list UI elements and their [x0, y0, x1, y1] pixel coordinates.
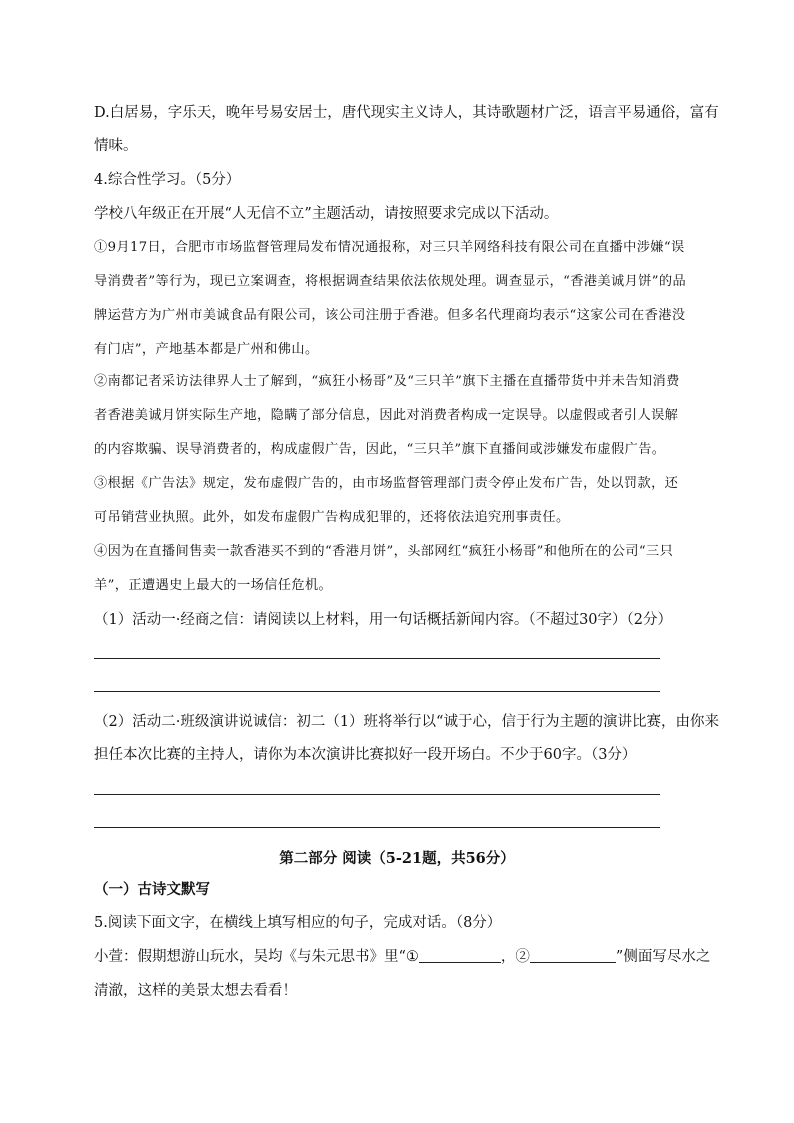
- material-line: 的内容欺骗、误导消费者的，构成虚假广告，因此，“三只羊”旗下直播间或涉嫌发布虚假广告。: [94, 442, 666, 457]
- material-line: ②南都记者采访法律界人士了解到，“疯狂小杨哥”及“三只羊”旗下主播在直播带货中并未告知消费: [94, 374, 680, 389]
- fill-blank-1[interactable]: [419, 948, 501, 963]
- option-d-line1: D.白居易，字乐天，晚年号易安居士，唐代现实主义诗人，其诗歌题材广泛，语言平易通俗，富有: [94, 105, 719, 121]
- material-line: 者香港美诚月饼实际生产地，隐瞒了部分信息，因此对消费者构成一定误导。以虚假或者引人误解: [94, 408, 679, 423]
- material-line: ④因为在直播间售卖一款香港买不到的“香港月饼”，头部网红“疯狂小杨哥”和他所在的公司“三只: [94, 544, 674, 559]
- answer-line[interactable]: [94, 691, 660, 692]
- material-line: ③根据《广告法》规定，发布虚假广告的，由市场监督管理部门责令停止发布广告，处以罚款，还: [94, 476, 679, 491]
- dialog-text: 小萱：假期想游山玩水，吴均《与朱元思书》里“: [94, 949, 406, 965]
- material-line: 导消费者”等行为，现已立案调查，将根据调查结果依法依规处理。调查显示，“香港美诚月饼”的品: [94, 274, 687, 289]
- material-line: 有门店”，产地基本都是广州和佛山。: [94, 342, 319, 357]
- answer-line[interactable]: [94, 827, 660, 828]
- material-line: 牌运营方为广州市美诚食品有限公司，该公司注册于香港。但多名代理商均表示“这家公司在香港没: [94, 308, 686, 323]
- section-1-heading: （一）古诗文默写: [94, 881, 210, 898]
- answer-line[interactable]: [94, 794, 660, 795]
- blank-marker-1: ①: [405, 949, 419, 965]
- question-4-title: 4.综合性学习。（5分）: [94, 172, 241, 188]
- dialog-text: ”侧面写尽水之: [615, 949, 711, 965]
- option-d-line2: 情味。: [94, 138, 138, 154]
- activity-1-prompt: （1）活动一·经商之信：请阅读以上材料，用一句话概括新闻内容。（不超过30字）（2分）: [94, 612, 673, 628]
- activity-2-prompt-line2: 担任本次比赛的主持人，请你为本次演讲比赛拟好一段开场白。不少于60字。（3分）: [94, 747, 637, 763]
- question-5-title: 5.阅读下面文字，在横线上填写相应的句子，完成对话。（8分）: [94, 915, 502, 931]
- question-5-dialog-line1: [94, 947, 710, 967]
- fill-blank-2[interactable]: [530, 948, 616, 963]
- question-4-intro: 学校八年级正在开展“人无信不立”主题活动，请按照要求完成以下活动。: [94, 206, 559, 222]
- question-5-dialog-line2: 清澈，这样的美景太想去看看！: [94, 983, 297, 999]
- material-line: 可吊销营业执照。此外，如发布虚假广告构成犯罪的，还将依法追究刑事责任。: [94, 510, 570, 525]
- activity-2-prompt-line1: （2）活动二·班级演讲说诚信：初二（1）班将举行以“诚于心，信于行为主题的演讲比赛，由你来: [94, 714, 719, 730]
- blank-marker-2: ，②: [500, 949, 530, 965]
- part-2-heading: 第二部分 阅读（5-21题，共56分）: [279, 850, 515, 867]
- material-line: ①9月17日，合肥市市场监督管理局发布情况通报称，对三只羊网络科技有限公司在直播中涉嫌“误: [94, 240, 685, 255]
- answer-line[interactable]: [94, 658, 660, 659]
- material-line: 羊”，正遭遇史上最大的一场信任危机。: [94, 578, 333, 593]
